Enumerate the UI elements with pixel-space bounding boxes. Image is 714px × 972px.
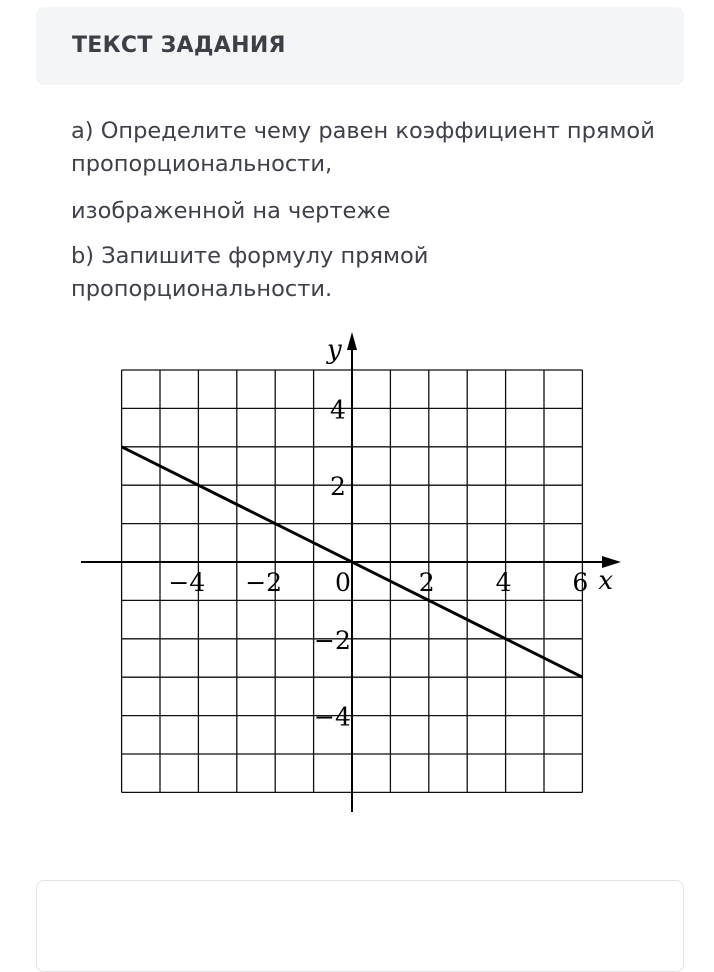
y-tick-label: 4 — [330, 395, 346, 425]
y-tick-label: 2 — [330, 472, 346, 502]
y-tick-label: −2 — [314, 625, 351, 655]
answer-box[interactable] — [36, 880, 684, 972]
axes — [81, 332, 621, 812]
y-axis-label: y — [327, 335, 342, 365]
task-part-a: a) Определите чему равен коэффициент прямой пропорциональности, — [71, 118, 655, 177]
task-header — [36, 7, 684, 85]
x-tick-label: −2 — [245, 568, 283, 597]
y-axis-arrow — [347, 332, 357, 350]
y-tick-label: −4 — [314, 702, 351, 732]
task-text — [71, 115, 671, 306]
task-part-b: b) Запишите формулу прямой пропорциональности. — [71, 243, 429, 302]
x-tick-label: 6 — [572, 568, 589, 597]
x-tick-label: 2 — [418, 568, 435, 597]
x-axis-label: x — [598, 566, 614, 596]
coordinate-graph — [76, 330, 628, 820]
task-header-title: ТЕКСТ ЗАДАНИЯ — [72, 33, 286, 58]
x-tick-label: 0 — [335, 568, 351, 597]
x-tick-label: −4 — [168, 568, 206, 597]
graph-svg — [76, 330, 628, 820]
task-part-a-continued: изображенной на чертеже — [71, 198, 391, 224]
x-tick-label: 4 — [495, 568, 512, 597]
